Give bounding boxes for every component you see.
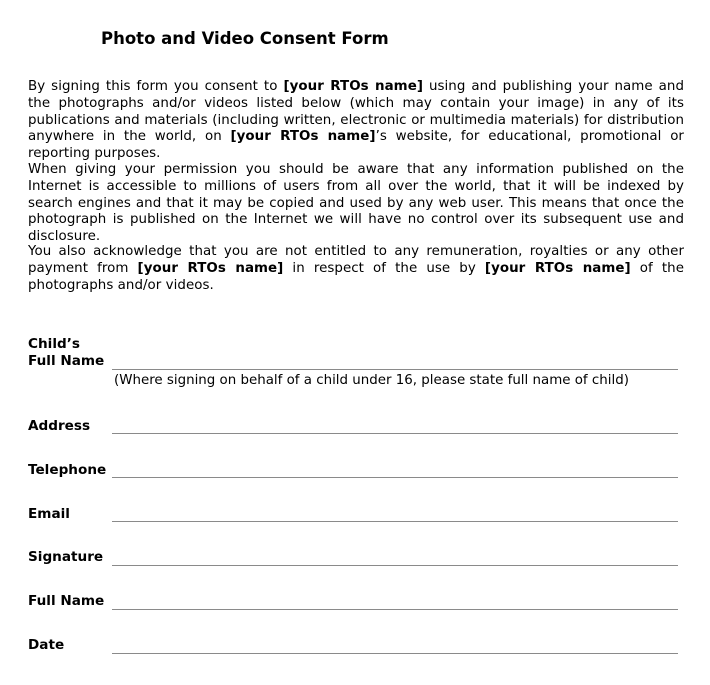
email-label: Email	[28, 506, 70, 522]
consent-paragraph: By signing this form you consent to [your RTOs name] using and publishing your name and the photographs and/or videos listed below (which may contain your image) in any of its publications and materials (including written, electronic or multimedia materials) for distribution anywhere in the world, on [your RTOs name]’s website, for educational, promotional or reporting purposes.	[28, 79, 685, 162]
rto-name-placeholder: [your RTOs name]	[137, 260, 284, 276]
signature-field[interactable]	[112, 565, 678, 566]
full-name-label: Full Name	[28, 593, 105, 609]
email-field[interactable]	[112, 521, 678, 522]
rto-name-placeholder: [your RTOs name]	[484, 260, 631, 276]
signature-label: Signature	[28, 549, 104, 565]
child-name-note: (Where signing on behalf of a child under 16, please state full name of child)	[114, 373, 629, 388]
address-label: Address	[28, 418, 91, 434]
date-field[interactable]	[112, 653, 678, 654]
date-label: Date	[28, 637, 65, 653]
address-field[interactable]	[112, 433, 678, 434]
telephone-label: Telephone	[28, 462, 107, 478]
rto-name-placeholder: [your RTOs name]	[283, 79, 423, 94]
full-name-field[interactable]	[112, 609, 678, 610]
rto-name-placeholder: [your RTOs name]	[230, 129, 376, 145]
remuneration-paragraph: You also acknowledge that you are not entitled to any remuneration, royalties or any other payment from [your RTOs name] in respect of the use by [your RTOs name] of the photographs and/or videos.	[28, 244, 685, 293]
child-full-name-field[interactable]	[112, 369, 678, 370]
form-title: Photo and Video Consent Form	[101, 29, 389, 48]
telephone-field[interactable]	[112, 477, 678, 478]
child-full-name-label: Child’s Full Name	[28, 336, 105, 369]
internet-warning-paragraph: When giving your permission you should be aware that any information published on the Internet is accessible to millions of users from all over the world, that it will be indexed by search engines and that it may be copied and used by any web user. This means that once the photograph is published on the Internet we will have no control over its subsequent use and disclosure.	[28, 162, 684, 245]
